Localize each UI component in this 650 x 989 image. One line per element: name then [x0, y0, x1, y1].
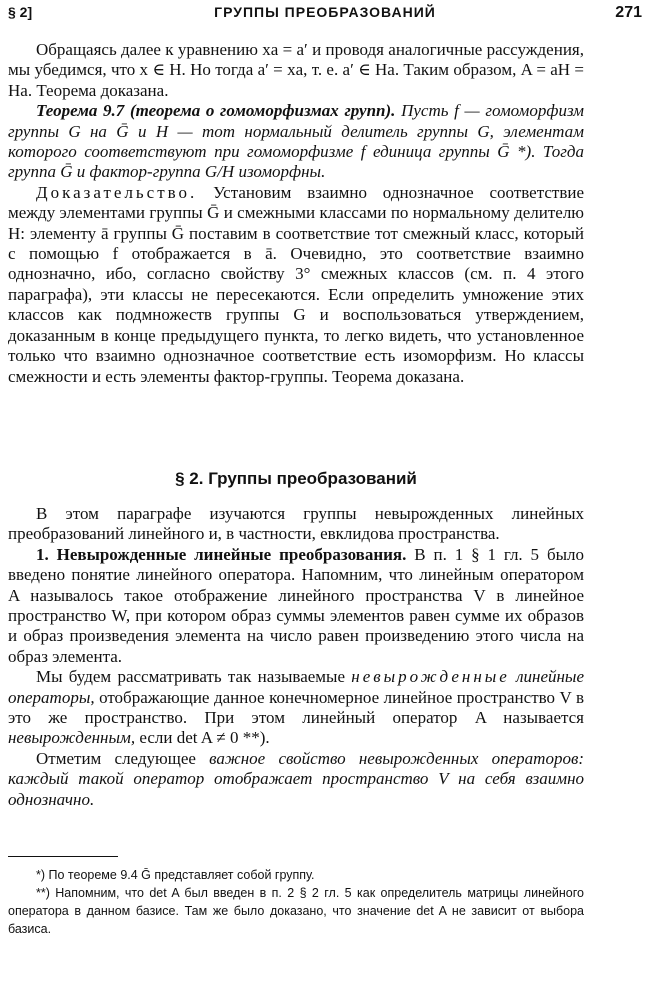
running-header — [8, 2, 642, 26]
theorem-statement: Пусть f — гомоморфизм группы G на Ḡ и H — тот нормальный делитель группы G, элементам которого соответствуют при гомоморфизме f единица группы Ḡ *). Тогда группа Ḡ и фактор-группа G/H изоморфны. — [8, 101, 585, 182]
proof-label: Доказательство. — [36, 182, 198, 202]
section-text-block — [8, 504, 584, 810]
term-linear-operators: линейные операторы, — [8, 667, 584, 707]
section-intro: В этом параграфе изучаются группы невырожденных линейных преобразований линейного и, в частности, евклидова пространства. — [8, 504, 584, 544]
header-title: ГРУППЫ ПРЕОБРАЗОВАНИЙ — [214, 4, 436, 20]
subsection-heading: 1. Невырожденные линейные преобразования. — [36, 544, 407, 564]
property-statement: важное свойство невырожденных операторов: каждый такой оператор отображает пространство V на себя взаимно однозначно. — [8, 748, 584, 809]
subsection-paragraph — [8, 545, 584, 667]
nondegenerate-paragraph — [8, 667, 584, 749]
text-span: если det A ≠ 0 **). — [139, 728, 270, 748]
page-number: 271 — [615, 4, 642, 21]
main-text-block — [8, 40, 584, 387]
footnotes — [8, 866, 584, 938]
footnote-separator — [8, 856, 118, 857]
text-span: Мы будем рассматривать так называемые — [36, 667, 346, 687]
term-nondegenerate: невырожденные — [351, 667, 510, 687]
footnote-2: **) Напомним, что det A был введен в п. 2 § 2 гл. 5 как определитель матрицы линейного оператора в данном базисе. Там же было доказано, что значение det A не зависит от выбора базиса. — [8, 886, 584, 936]
theorem-9-7 — [8, 101, 584, 183]
proof-paragraph — [8, 183, 584, 387]
theorem-heading: Теорема 9.7 (теорема о гомоморфизмах групп). — [36, 101, 396, 121]
paragraph-conclusion: Обращаясь далее к уравнению xa = a′ и проводя аналогичные рассуждения, мы убедимся, что x ∈ H. Но тогда a′ = xa, т. е. a′ ∈ Ha. Таким образом, A = aH = Ha. Теорема доказана. — [8, 40, 584, 100]
footnote-1: *) По теореме 9.4 Ḡ представляет собой группу. — [36, 868, 315, 882]
text-span: отображающие данное конечномерное линейное пространство V в это же пространство. При этом линейный оператор A называется — [8, 687, 584, 728]
header-section-mark: § 2] — [8, 4, 33, 20]
term-nondegenerate-def: невырожденным, — [8, 728, 136, 748]
section-heading: § 2. Группы преобразований — [175, 469, 417, 488]
proof-text: Установим взаимно однозначное соответствие между элементами группы Ḡ и смежными классами по нормальному делителю H: элементу ā группы Ḡ поставим в соответствие тот смежный класс, который с помощью f отображается в ā. Очевидно, это соответствие взаимно однозначно, ибо, согласно свойству 3° смежных классов (см. п. 4 этого параграфа), эти классы не пересекаются. Если определить умножение этих классов как подмножеств группы G и воспользоваться утверждением, доказанным в конце предыдущего пункта, то легко видеть, что установленное только что взаимно однозначное соответствие есть изоморфизм. Но классы смежности и есть элементы фактор-группы. Теорема доказана. — [8, 182, 584, 386]
text-span: Отметим следующее — [36, 748, 196, 768]
linear-operator-text: В п. 1 § 1 гл. 5 было введено понятие линейного оператора. Напомним, что линейным оператором A называлось такое отображение линейного пространства V в линейное пространство W, при котором образ суммы элементов равен сумме их образов и образ произведения элемента на число равен произведению этого числа на образ элемента. — [8, 544, 584, 666]
property-paragraph — [8, 749, 584, 810]
